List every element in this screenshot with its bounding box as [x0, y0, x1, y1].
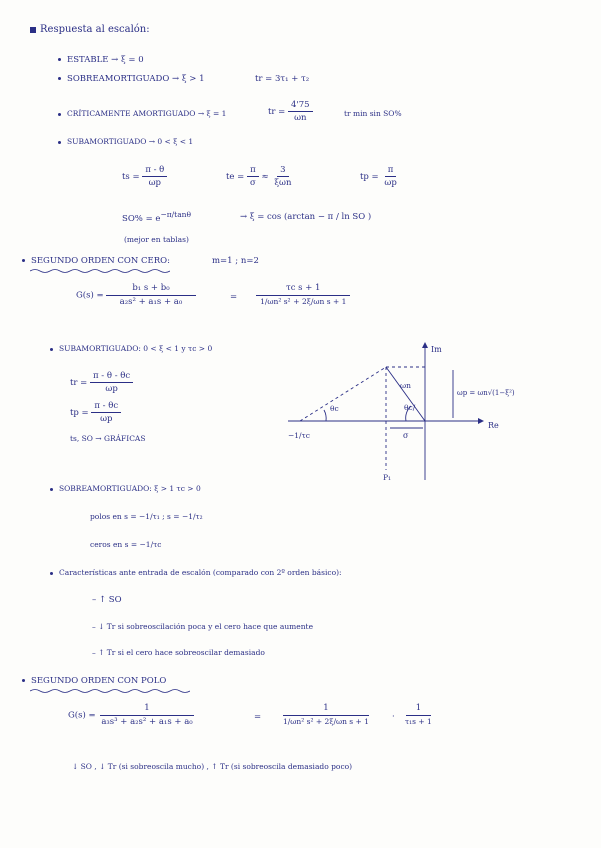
item-crit: CRÍTICAMENTE AMORTIGUADO → ξ = 1 — [58, 109, 226, 118]
bullet-icon — [58, 58, 61, 61]
sub-line: SUBAMORTIGUADO: 0 < ξ < 1 y τc > 0 — [50, 344, 212, 353]
sobre-tr: tr = 3τ₁ + τ₂ — [255, 74, 310, 84]
label-wn: ωn — [400, 381, 411, 390]
wn-line — [386, 367, 425, 421]
label-re: Re — [488, 421, 499, 430]
square-bullet-icon — [30, 27, 36, 33]
heading-second-zero: SEGUNDO ORDEN CON CERO: — [22, 256, 170, 266]
ts-formula: ts = $\frac{\pi - \theta}{\omega p}$ — [122, 165, 167, 188]
carac-3: – ↑ Tr si el cero hace sobreoscilar demasiado — [92, 648, 265, 657]
label-sigma: σ — [403, 431, 409, 440]
crit-note: tr min sin SO% — [344, 109, 402, 118]
dot-sign: · — [392, 712, 395, 722]
imag-arrow-icon — [422, 342, 428, 348]
bullet-icon — [22, 679, 25, 682]
bullet-icon — [58, 141, 61, 144]
item-estable: ESTABLE → ξ = 0 — [58, 55, 144, 65]
G-zero-formula-2: $\frac{\text{τc s + 1}}{\text{1/ωn² s² + 2ξ/ωn s + 1}}$ — [256, 283, 350, 307]
label-theta-c: θc — [330, 404, 339, 413]
theta-c-arc — [324, 410, 326, 421]
bullet-icon — [50, 348, 53, 351]
ts-graficas: ts, SO → GRÁFICAS — [70, 434, 146, 443]
underline-squiggle — [30, 268, 170, 274]
carac-1: – ↑ SO — [92, 595, 122, 605]
tp-zero-formula: tp = $\frac{\pi - \theta c}{\omega p}$ — [70, 401, 121, 424]
ceros-line: ceros en s = −1/τc — [90, 540, 162, 549]
label-pole: P₁ — [383, 473, 392, 482]
tr-zero-formula: tr = $\frac{\pi - \theta - \theta c}{\omega p}$ — [70, 371, 133, 394]
label-im: Im — [431, 345, 442, 354]
carac-2: – ↓ Tr si sobreoscilación poca y el cero hace que aumente — [92, 622, 314, 631]
bullet-icon — [58, 77, 61, 80]
underline-squiggle — [30, 688, 190, 694]
G-pole-formula-2: $\frac{1}{\text{1/ωn² s² + 2ξ/ωn s + 1}}$ — [283, 703, 369, 726]
eq-sign-2: = — [254, 712, 262, 722]
s-plane-diagram — [280, 340, 520, 485]
label-theta: θc/ — [404, 403, 416, 412]
G-pole-formula: G(s) = $\frac{1}{\text{a₃s³ + a₂s² + a₁s + a₀}}$ — [68, 703, 193, 727]
so-xi: → ξ = cos (arctan − π / ln SO ) — [240, 212, 372, 222]
bullet-icon — [50, 572, 53, 575]
zero-pole-line — [300, 367, 386, 421]
label-zero: −1/τc — [288, 431, 310, 440]
item-sub: SUBAMORTIGUADO → 0 < ξ < 1 — [58, 137, 193, 146]
over-line: SOBREAMORTIGUADO: ξ > 1 τc > 0 — [50, 484, 201, 493]
tp-formula: tp = $\frac{\pi}{\omega p}$ — [360, 165, 397, 188]
so-formula: $SO\% = e^{-\pi/tan\theta}$ — [122, 210, 192, 224]
bullet-icon — [58, 113, 61, 116]
G-pole-formula-3: $\frac{1}{\text{τ₁s + 1}}$ — [405, 703, 432, 726]
so-note: (mejor en tablas) — [124, 235, 189, 244]
label-wp: ωp = ωn√(1−ξ²) — [457, 389, 515, 397]
heading-second-pole: SEGUNDO ORDEN CON POLO — [22, 676, 166, 686]
G-zero-formula: G(s) = $\frac{\text{b₁ s + b₀}}{\text{a₂s² + a₁s + a₀}}$ — [76, 283, 196, 307]
real-arrow-icon — [478, 418, 484, 424]
bullet-icon — [22, 259, 25, 262]
bullet-icon — [50, 488, 53, 491]
item-sobre: SOBREAMORTIGUADO → ξ > 1 — [58, 74, 205, 84]
eq-sign: = — [230, 292, 238, 302]
pole-effects: ↓ SO , ↓ Tr (si sobreoscila mucho) , ↑ Tr (si sobreoscila demasiado poco) — [72, 762, 353, 771]
carac-line: Características ante entrada de escalón (comparado con 2º orden básico): — [50, 568, 342, 577]
crit-tr: tr = $\frac{4'75}{\omega n}$ — [268, 100, 313, 123]
polos-line: polos en s = −1/τ₁ ; s = −1/τ₂ — [90, 512, 203, 521]
section-title: Respuesta al escalón: — [30, 24, 150, 35]
mn-label: m=1 ; n=2 — [212, 256, 259, 266]
te-formula: te = $\frac{\pi}{\sigma}$ ≈ $\frac{3}{\text{ξωn}}$ — [226, 165, 292, 188]
